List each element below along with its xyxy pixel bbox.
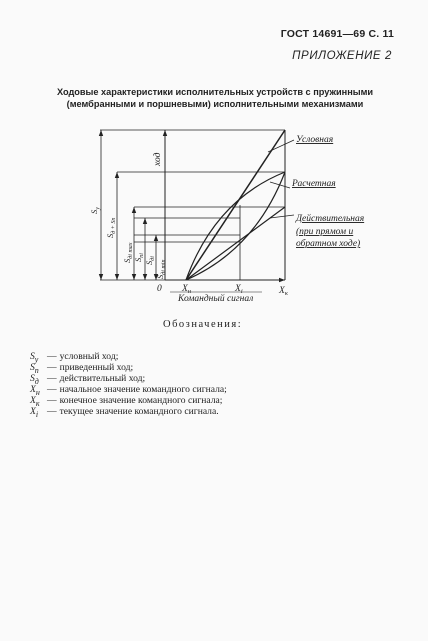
x-axis-label: Командный сигнал: [178, 294, 254, 304]
calculated-curve-lower: [186, 172, 285, 280]
conditional-line: [186, 130, 285, 280]
arrow-y-axis: [163, 130, 167, 136]
y-label-sdi-max: $S_{дi max}$: [122, 242, 134, 263]
arrow-sd-plus-sp-bottom: [115, 274, 119, 280]
x-tick-xn: $X_н$: [182, 284, 192, 295]
y-label-sy: $S_у$: [89, 207, 101, 214]
arrow-spi-bottom: [143, 274, 147, 280]
arrow-sy-top: [99, 130, 103, 136]
arrow-sdi-top: [154, 235, 158, 241]
origin-label: 0: [157, 284, 162, 294]
x-tick-xk: $X_к$: [279, 286, 288, 297]
label-calculated: Расчетная: [292, 179, 336, 189]
appendix-label: ПРИЛОЖЕНИЕ 2: [292, 50, 392, 62]
arrow-sdi-max-top: [132, 207, 136, 213]
legend-symbol: $X_к$: [30, 395, 40, 408]
y-label-sd-plus-sp: $S_{д + S}п$: [105, 217, 117, 238]
legend-heading: Обозначения:: [163, 319, 243, 330]
legend-symbol: $X_i$: [30, 406, 39, 419]
label-conditional: Условная: [296, 135, 334, 145]
figure-title-line-1: Ходовые характеристики исполнительных устройств с пружинными: [56, 87, 374, 97]
arrow-spi-top: [143, 218, 147, 224]
label-actual-note-1: (при прямом и: [296, 227, 354, 237]
legend-symbol: $X_н$: [30, 384, 40, 397]
arrow-sdi-max-bottom: [132, 274, 136, 280]
legend-item-sd: $S_д$ — действительный ход;: [30, 373, 146, 386]
arrow-x-axis: [279, 278, 285, 282]
legend-symbol: $S_д$: [30, 373, 39, 386]
calculated-curve-upper: [186, 172, 285, 280]
x-tick-xi: $X_i$: [235, 284, 243, 295]
y-axis-label: ход: [153, 152, 163, 166]
legend-symbol: $S_у$: [30, 351, 39, 364]
y-label-sdi: $S_{дi}$: [144, 256, 156, 265]
arrow-sd-plus-sp-top: [115, 172, 119, 178]
label-actual: Действительная: [296, 214, 365, 224]
legend-item-xn: $X_н$ — начальное значение командного сигнала;: [30, 384, 227, 397]
legend-symbol: $S_п$: [30, 362, 39, 375]
legend-item-sp: $S_п$ — приведенный ход;: [30, 362, 134, 375]
standard-reference: ГОСТ 14691—69 С. 11: [280, 28, 394, 40]
figure-title-line-2: (мембранными и поршневыми) исполнительными механизмами: [66, 99, 364, 109]
legend-item-xi: $X_i$ — текущее значение командного сигнала.: [30, 406, 219, 419]
y-label-sdi-min: $S_{дi min}$: [155, 259, 167, 279]
legend-item-sy: $S_у$ — условный ход;: [30, 351, 119, 364]
arrow-sy-bottom: [99, 274, 103, 280]
label-actual-note-2: обратном ходе): [296, 239, 361, 249]
legend-item-xk: $X_к$ — конечное значение командного сигнала;: [30, 395, 223, 408]
leader-conditional: [268, 140, 294, 152]
y-label-spi: $S_{пi}$: [133, 253, 145, 262]
